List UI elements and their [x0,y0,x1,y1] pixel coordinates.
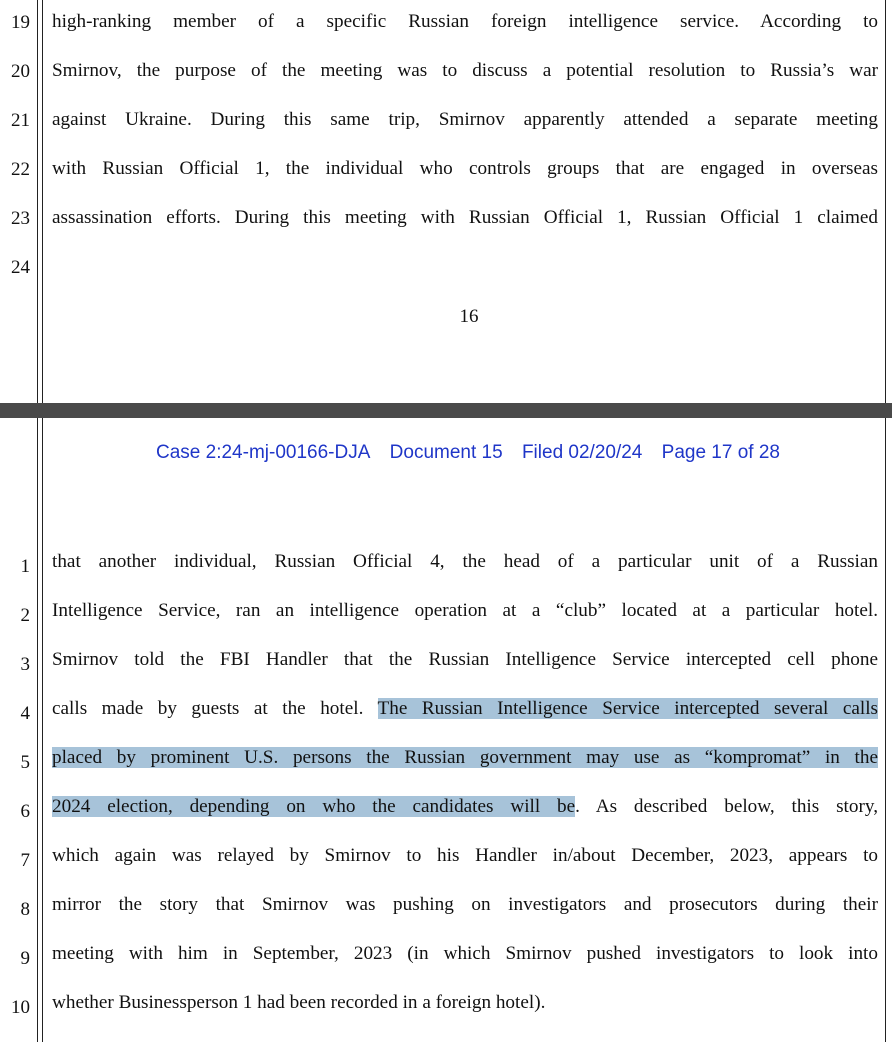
text-line [52,697,878,721]
line-number: 1 [20,556,30,577]
text-segment: calls made by guests at the hotel. [52,698,378,719]
line-number: 9 [20,948,30,969]
highlighted-text: placed by prominent U.S. persons the Russian government may use as “kompromat” in the [52,747,878,768]
page-number: 16 [459,306,479,327]
page-separator [0,403,892,418]
text-line: whether Businessperson 1 had been recorded in a foreign hotel). [52,992,546,1013]
text-line [52,795,878,819]
line-number: 8 [20,899,30,920]
text-line [52,746,878,770]
line-number: 2 [20,605,30,626]
right-margin-rule [885,418,886,1042]
text-line: high-ranking member of a specific Russian foreign intelligence service. According to [52,11,878,32]
line-number: 22 [11,159,30,180]
text-line: mirror the story that Smirnov was pushing on investigators and prosecutors during their [52,894,878,915]
text-segment: . As described below, this story, [575,796,878,817]
line-number: 4 [20,703,30,724]
line-number: 7 [20,850,30,871]
page-indicator: Page 17 of 28 [661,442,780,463]
line-number: 24 [11,257,30,278]
line-number: 21 [11,110,30,131]
line-number: 20 [11,61,30,82]
text-line: Intelligence Service, ran an intelligence operation at a “club” located at a particular hotel. [52,600,878,621]
line-number: 6 [20,801,30,822]
case-number: Case 2:24-mj-00166-DJA [156,442,371,463]
highlighted-text: The Russian Intelligence Service intercepted several calls [377,698,878,719]
text-line: assassination efforts. During this meeting with Russian Official 1, Russian Official 1 claimed [52,207,878,228]
filed-date: Filed 02/20/24 [521,442,643,463]
line-number: 23 [11,208,30,229]
document-number: Document 15 [389,442,503,463]
line-number: 19 [11,12,30,33]
text-line: against Ukraine. During this same trip, Smirnov apparently attended a separate meeting [52,109,878,130]
left-margin-rule-outer [37,418,38,1042]
left-margin-rule-outer [37,0,38,403]
text-line: meeting with him in September, 2023 (in which Smirnov pushed investigators to look into [52,943,878,964]
line-number: 3 [20,654,30,675]
line-number: 10 [11,997,30,1018]
highlighted-text: 2024 election, depending on who the candidates will be [52,796,576,817]
left-margin-rule-inner [42,418,43,1042]
case-header [0,441,892,465]
left-margin-rule-inner [42,0,43,403]
line-number: 5 [20,752,30,773]
text-line: Smirnov told the FBI Handler that the Russian Intelligence Service intercepted cell phone [52,649,878,670]
text-line: which again was relayed by Smirnov to his Handler in/about December, 2023, appears to [52,845,878,866]
text-line: that another individual, Russian Official 4, the head of a particular unit of a Russian [52,551,878,572]
text-line: with Russian Official 1, the individual who controls groups that are engaged in overseas [52,158,878,179]
right-margin-rule [885,0,886,403]
text-line: Smirnov, the purpose of the meeting was to discuss a potential resolution to Russia’s war [52,60,878,81]
